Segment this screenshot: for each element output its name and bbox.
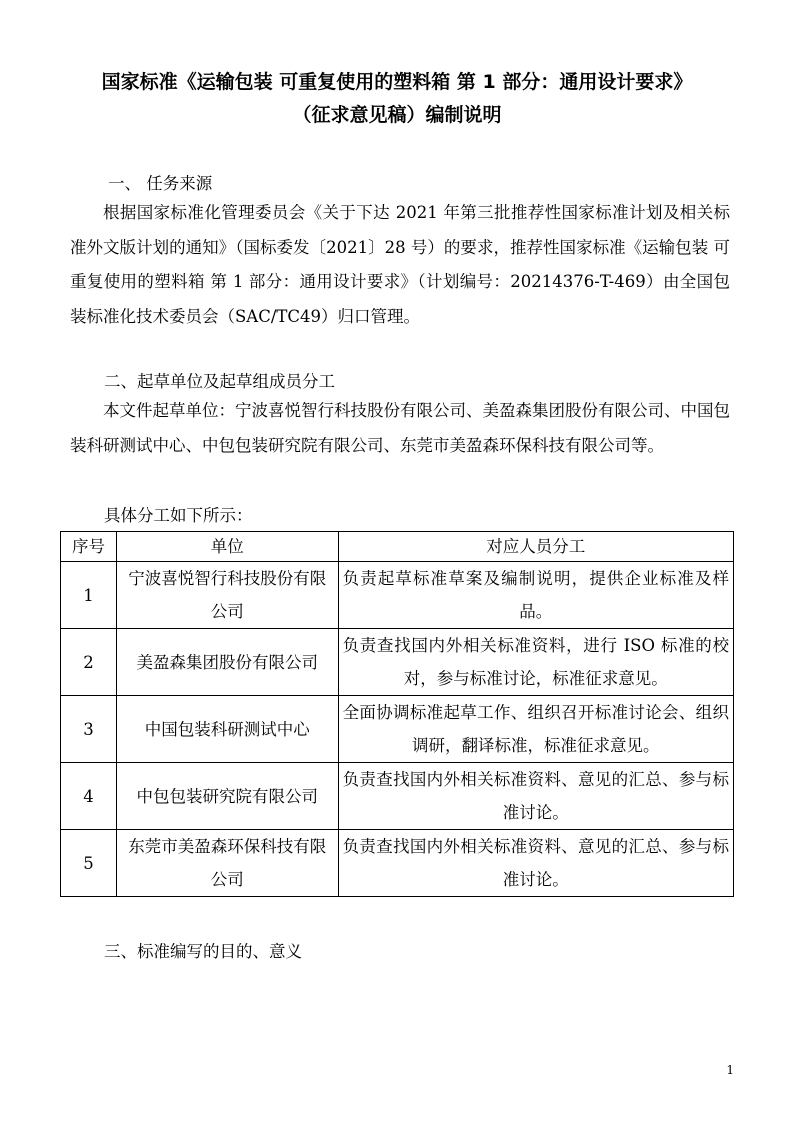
table-intro: 具体分工如下所示： [104, 506, 253, 525]
table-row [61, 696, 734, 763]
header-duty: 对应人员分工 [338, 532, 733, 562]
section-1-heading: 一、 任务来源 [108, 174, 213, 193]
table-row [61, 629, 734, 696]
row-duty: 负责起草标准草案及编制说明，提供企业标准及样品。 [338, 562, 733, 629]
row-unit: 东莞市美盈森环保科技有限公司 [116, 830, 338, 897]
document-title-line-2: （征求意见稿）编制说明 [292, 104, 502, 126]
section-1-body: 根据国家标准化管理委员会《关于下达 2021 年第三批推荐性国家标准计划及相关标准外文版计划的通知》（国标委发〔2021〕28 号）的要求，推荐性国家标准《运输包装 可重复使用的塑料箱 第 1 部分：通用设计要求》（计划编号：20214376-T-469）由全国包装标准化技术委员会（SAC/TC49）归口管理。 [70, 203, 730, 326]
row-no: 5 [61, 830, 117, 897]
section-2-body: 本文件起草单位：宁波喜悦智行科技股份有限公司、美盈森集团股份有限公司、中国包装科研测试中心、中包包装研究院有限公司、东莞市美盈森环保科技有限公司等。 [70, 401, 730, 455]
row-unit: 宁波喜悦智行科技股份有限公司 [116, 562, 338, 629]
header-no: 序号 [61, 532, 117, 562]
row-no: 1 [61, 562, 117, 629]
assignment-table [60, 531, 734, 897]
table-row [61, 562, 734, 629]
section-2-heading: 二、起草单位及起草组成员分工 [104, 372, 335, 391]
row-duty: 负责查找国内外相关标准资料、意见的汇总、参与标准讨论。 [338, 763, 733, 830]
row-unit: 中包包装研究院有限公司 [116, 763, 338, 830]
section-3-heading: 三、标准编写的目的、意义 [104, 942, 302, 961]
row-duty: 负责查找国内外相关标准资料、意见的汇总、参与标准讨论。 [338, 830, 733, 897]
table-header-row [61, 532, 734, 562]
header-unit: 单位 [116, 532, 338, 562]
table-row [61, 763, 734, 830]
page-number: 1 [726, 1063, 734, 1077]
document-title-line-1: 国家标准《运输包装 可重复使用的塑料箱 第 1 部分：通用设计要求》 [101, 71, 693, 93]
row-unit: 美盈森集团股份有限公司 [116, 629, 338, 696]
row-no: 2 [61, 629, 117, 696]
row-unit: 中国包装科研测试中心 [116, 696, 338, 763]
row-no: 4 [61, 763, 117, 830]
row-no: 3 [61, 696, 117, 763]
table-row [61, 830, 734, 897]
row-duty: 全面协调标准起草工作、组织召开标准讨论会、组织调研，翻译标准，标准征求意见。 [338, 696, 733, 763]
row-duty: 负责查找国内外相关标准资料，进行 ISO 标准的校对，参与标准讨论，标准征求意见。 [338, 629, 733, 696]
